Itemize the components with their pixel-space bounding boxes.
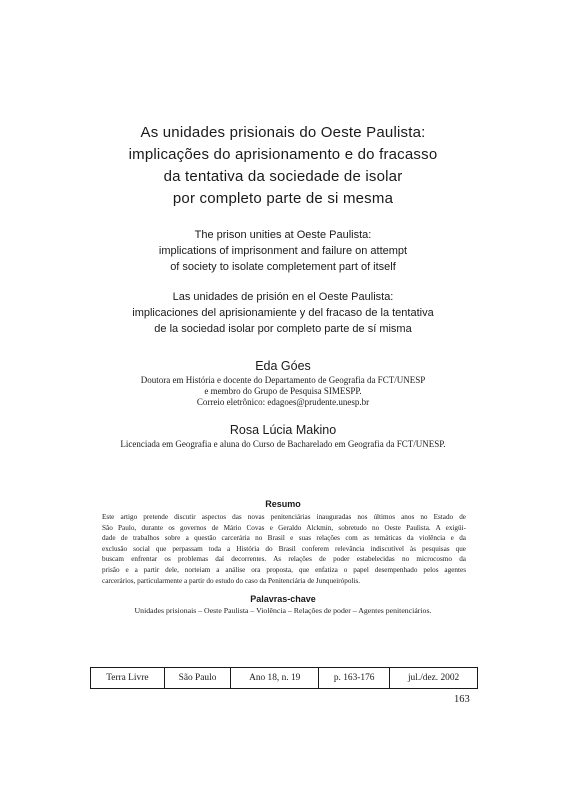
title-english [0, 227, 566, 275]
title-pt-line: por completo parte de si mesma [172, 190, 394, 207]
citation-volume: Ano 18, n. 19 [231, 668, 319, 689]
title-es-line: implicaciones del aprisionamiente y del fracaso de la tentativa [132, 307, 434, 319]
author-affiliation-line: Licenciada em Geografia e aluna do Curso de Bacharelado em Geografia da FCT/UNESP. [120, 439, 446, 449]
title-en-line: implications of imprisonment and failure on attempt [158, 245, 408, 257]
abstract-line: exclusão social que perpassam toda a História do Brasil conferem relevância indiscutível às pesquisas que [102, 544, 466, 553]
citation-row [91, 668, 478, 689]
abstract-line: carcerários, particularmente a partir do estudo do caso da Penitenciária de Junqueirópolis. [102, 576, 361, 585]
title-pt-line: implicações do aprisionamento e do fracasso [128, 146, 438, 163]
keywords-heading: Palavras-chave [250, 594, 316, 604]
author-block [0, 422, 566, 450]
abstract-line: buscam enfrentar os problemas daí decorrentes. As relações de poder estabelecidas no microcosmo da [102, 555, 466, 564]
abstract-heading: Resumo [265, 499, 301, 509]
abstract-line: dade de trabalhos sobre a questão carcerária no Brasil e suas relações com as temáticas da violência e da [102, 534, 466, 543]
title-pt-line: da tentativa da sociedade de isolar [163, 168, 403, 185]
author-affiliation-line: Doutora em História e docente do Departamento de Geografia da FCT/UNESP [140, 375, 426, 385]
abstract-line: Este artigo pretende discutir aspectos das novas penitenciárias inauguradas nos últimos anos no Estado de [102, 513, 466, 521]
author-name: Rosa Lúcia Makino [229, 423, 337, 437]
citation-journal: Terra Livre [91, 668, 165, 689]
title-portuguese [0, 122, 566, 210]
author-affiliation-line: e membro do Grupo de Pesquisa SIMESPP. [204, 386, 362, 396]
citation-city: São Paulo [164, 668, 231, 689]
citation-table [90, 667, 478, 689]
abstract-body [102, 512, 466, 586]
keywords-text: Unidades prisionais – Oeste Paulista – Violência – Relações de poder – Agentes penitenciários. [134, 606, 432, 615]
title-spanish [0, 289, 566, 337]
abstract-line: São Paulo, durante os governos de Mário Covas e Geraldo Alckmin, sobretudo no Oeste Paulista. A exigüi- [102, 523, 466, 532]
citation-date: jul./dez. 2002 [390, 668, 478, 689]
citation-pages: p. 163-176 [319, 668, 390, 689]
title-es-line: Las unidades de prisión en el Oeste Paulista: [172, 291, 394, 303]
author-block [0, 358, 566, 408]
page-number: 163 [454, 694, 470, 705]
title-pt-line: As unidades prisionais do Oeste Paulista: [140, 124, 426, 141]
author-email: Correio eletrônico: edagoes@prudente.unesp.br [196, 397, 370, 407]
author-name: Eda Góes [255, 359, 311, 373]
title-en-line: The prison unities at Oeste Paulista: [194, 229, 372, 241]
title-en-line: of society to isolate completement part of itself [170, 261, 396, 273]
title-es-line: de la sociedad isolar por completo parte de sí misma [154, 323, 412, 335]
abstract-line: prisão e a partir dele, norteiam a análise ora proposta, que enfatiza o papel desempenhado pelos agentes [102, 565, 466, 574]
